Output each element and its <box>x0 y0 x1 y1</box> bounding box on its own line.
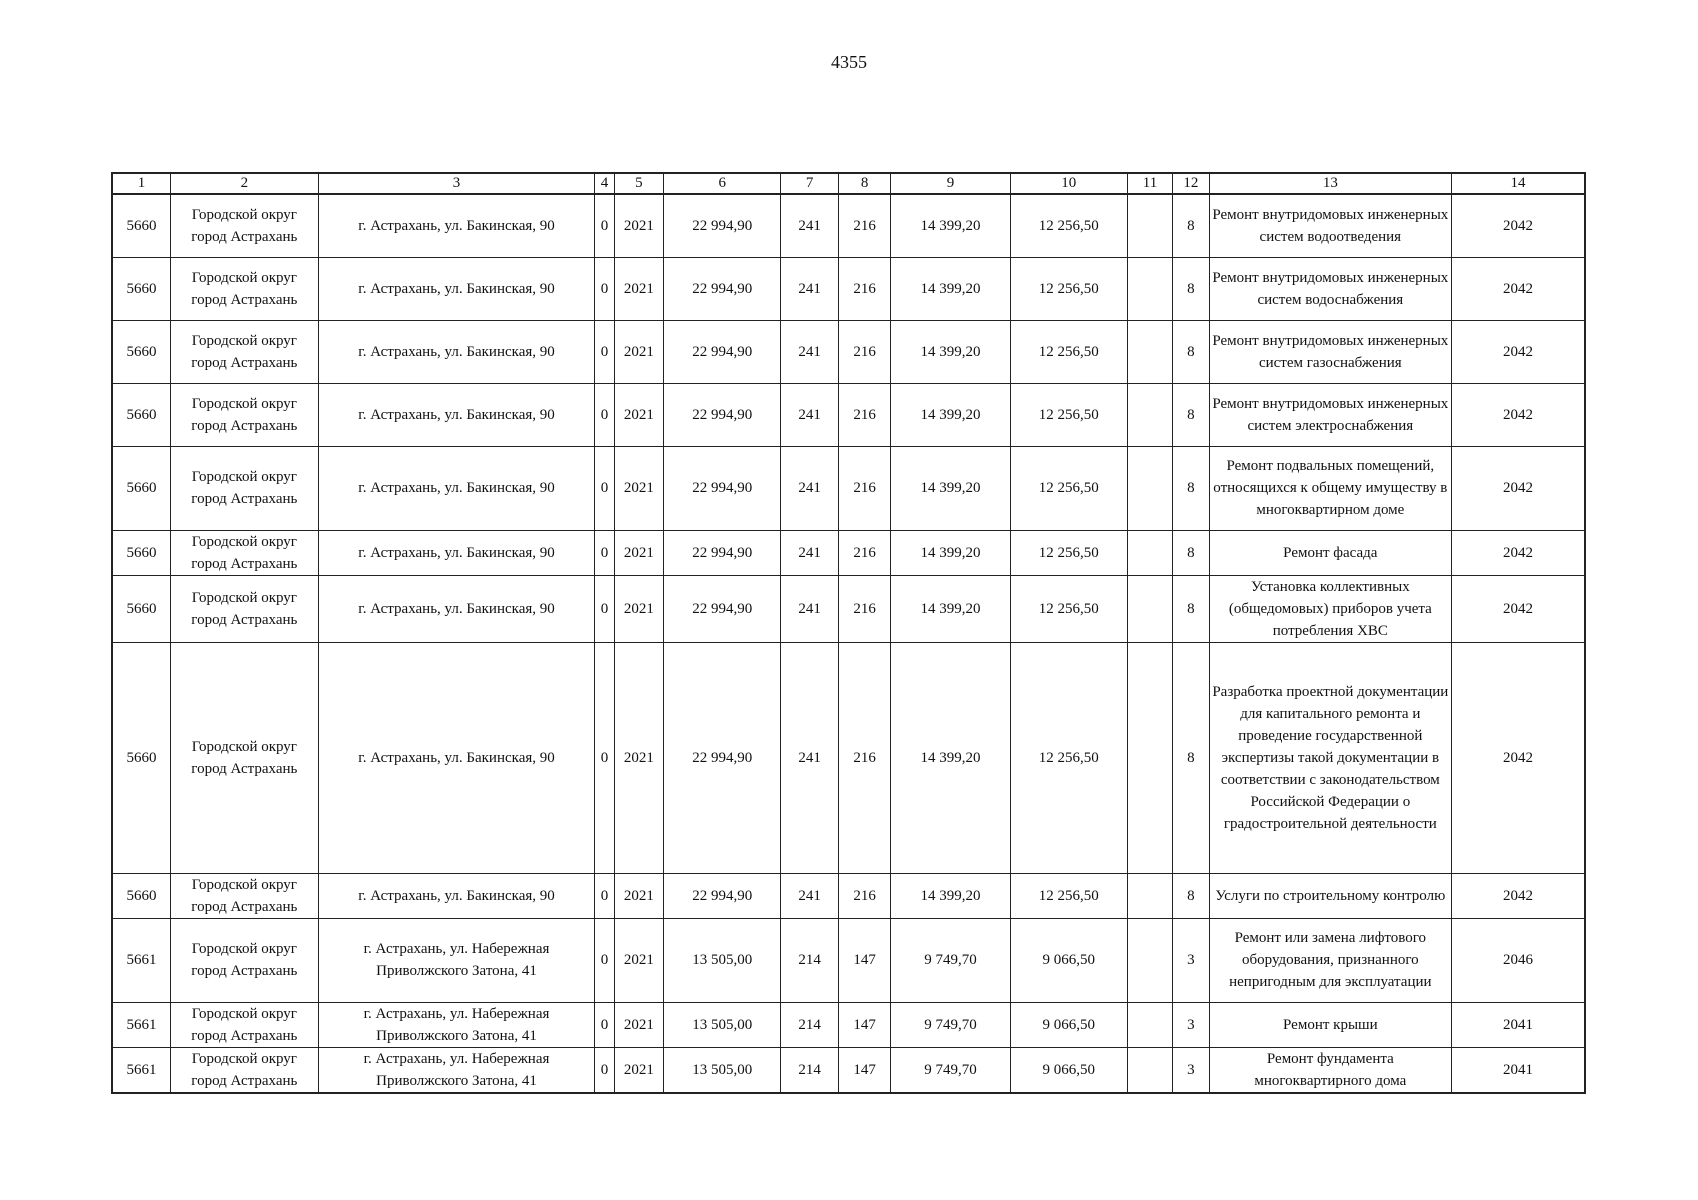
cell-col-6: 13 505,00 <box>664 1002 781 1047</box>
cell-col-13: Ремонт внутридомовых инженерных систем водоотведения <box>1209 194 1451 257</box>
cell-col-3: г. Астрахань, ул. Бакинская, 90 <box>318 642 595 873</box>
cell-col-10: 12 256,50 <box>1010 257 1127 320</box>
header-col-10: 10 <box>1010 173 1127 194</box>
cell-col-3: г. Астрахань, ул. Бакинская, 90 <box>318 194 595 257</box>
cell-col-14: 2042 <box>1452 642 1585 873</box>
cell-col-7: 241 <box>781 873 839 918</box>
cell-col-6: 13 505,00 <box>664 1047 781 1093</box>
cell-col-3: г. Астрахань, ул. Бакинская, 90 <box>318 257 595 320</box>
cell-col-10: 12 256,50 <box>1010 530 1127 575</box>
cell-col-10: 12 256,50 <box>1010 194 1127 257</box>
cell-col-7: 241 <box>781 575 839 642</box>
cell-col-9: 14 399,20 <box>891 194 1010 257</box>
header-col-6: 6 <box>664 173 781 194</box>
cell-col-6: 22 994,90 <box>664 642 781 873</box>
cell-col-4: 0 <box>595 320 614 383</box>
cell-col-7: 241 <box>781 320 839 383</box>
cell-col-11 <box>1127 575 1172 642</box>
cell-col-12: 3 <box>1173 1002 1209 1047</box>
cell-col-9: 9 749,70 <box>891 1002 1010 1047</box>
cell-col-9: 14 399,20 <box>891 873 1010 918</box>
cell-col-12: 3 <box>1173 1047 1209 1093</box>
cell-col-3: г. Астрахань, ул. Бакинская, 90 <box>318 530 595 575</box>
header-col-5: 5 <box>614 173 664 194</box>
header-col-14: 14 <box>1452 173 1585 194</box>
cell-col-4: 0 <box>595 642 614 873</box>
cell-col-10: 9 066,50 <box>1010 1047 1127 1093</box>
cell-col-3: г. Астрахань, ул. Набережная Приволжского Затона, 41 <box>318 918 595 1002</box>
cell-col-2: Городской округ город Астрахань <box>171 446 319 530</box>
cell-col-2: Городской округ город Астрахань <box>171 320 319 383</box>
cell-col-11 <box>1127 873 1172 918</box>
cell-col-9: 14 399,20 <box>891 383 1010 446</box>
cell-col-11 <box>1127 1002 1172 1047</box>
table-row <box>112 446 1585 530</box>
cell-col-2: Городской округ город Астрахань <box>171 642 319 873</box>
header-col-4: 4 <box>595 173 614 194</box>
cell-col-8: 147 <box>838 1002 891 1047</box>
cell-col-4: 0 <box>595 1002 614 1047</box>
cell-col-12: 8 <box>1173 194 1209 257</box>
cell-col-11 <box>1127 257 1172 320</box>
cell-col-1: 5661 <box>112 1047 171 1093</box>
cell-col-2: Городской округ город Астрахань <box>171 918 319 1002</box>
cell-col-2: Городской округ город Астрахань <box>171 194 319 257</box>
cell-col-5: 2021 <box>614 383 664 446</box>
cell-col-12: 8 <box>1173 575 1209 642</box>
cell-col-8: 216 <box>838 642 891 873</box>
capital-repair-table <box>111 172 1586 1094</box>
cell-col-1: 5660 <box>112 257 171 320</box>
header-col-8: 8 <box>838 173 891 194</box>
cell-col-6: 22 994,90 <box>664 575 781 642</box>
cell-col-13: Ремонт крыши <box>1209 1002 1451 1047</box>
cell-col-1: 5661 <box>112 1002 171 1047</box>
cell-col-1: 5660 <box>112 873 171 918</box>
cell-col-13: Ремонт подвальных помещений, относящихся к общему имуществу в многоквартирном доме <box>1209 446 1451 530</box>
cell-col-2: Городской округ город Астрахань <box>171 1047 319 1093</box>
cell-col-10: 12 256,50 <box>1010 383 1127 446</box>
cell-col-7: 241 <box>781 257 839 320</box>
cell-col-4: 0 <box>595 194 614 257</box>
cell-col-11 <box>1127 530 1172 575</box>
table-row <box>112 873 1585 918</box>
cell-col-8: 216 <box>838 873 891 918</box>
cell-col-4: 0 <box>595 383 614 446</box>
cell-col-4: 0 <box>595 446 614 530</box>
cell-col-8: 216 <box>838 194 891 257</box>
cell-col-11 <box>1127 320 1172 383</box>
cell-col-7: 241 <box>781 194 839 257</box>
cell-col-5: 2021 <box>614 530 664 575</box>
cell-col-3: г. Астрахань, ул. Бакинская, 90 <box>318 575 595 642</box>
cell-col-12: 8 <box>1173 257 1209 320</box>
cell-col-6: 22 994,90 <box>664 530 781 575</box>
cell-col-6: 22 994,90 <box>664 257 781 320</box>
cell-col-14: 2042 <box>1452 873 1585 918</box>
cell-col-12: 8 <box>1173 383 1209 446</box>
cell-col-6: 22 994,90 <box>664 873 781 918</box>
cell-col-3: г. Астрахань, ул. Набережная Приволжского Затона, 41 <box>318 1002 595 1047</box>
table-row <box>112 1047 1585 1093</box>
cell-col-6: 22 994,90 <box>664 446 781 530</box>
cell-col-9: 14 399,20 <box>891 642 1010 873</box>
cell-col-5: 2021 <box>614 575 664 642</box>
cell-col-8: 216 <box>838 320 891 383</box>
cell-col-3: г. Астрахань, ул. Бакинская, 90 <box>318 446 595 530</box>
cell-col-1: 5660 <box>112 446 171 530</box>
cell-col-7: 214 <box>781 1002 839 1047</box>
cell-col-9: 14 399,20 <box>891 530 1010 575</box>
cell-col-8: 147 <box>838 1047 891 1093</box>
cell-col-13: Ремонт фундамента многоквартирного дома <box>1209 1047 1451 1093</box>
cell-col-9: 14 399,20 <box>891 446 1010 530</box>
cell-col-7: 241 <box>781 530 839 575</box>
cell-col-6: 22 994,90 <box>664 194 781 257</box>
cell-col-14: 2041 <box>1452 1002 1585 1047</box>
cell-col-2: Городской округ город Астрахань <box>171 383 319 446</box>
cell-col-1: 5660 <box>112 530 171 575</box>
cell-col-2: Городской округ город Астрахань <box>171 1002 319 1047</box>
table-row <box>112 320 1585 383</box>
cell-col-10: 12 256,50 <box>1010 446 1127 530</box>
cell-col-3: г. Астрахань, ул. Набережная Приволжского Затона, 41 <box>318 1047 595 1093</box>
cell-col-8: 216 <box>838 446 891 530</box>
cell-col-11 <box>1127 383 1172 446</box>
cell-col-6: 22 994,90 <box>664 320 781 383</box>
cell-col-13: Ремонт внутридомовых инженерных систем электроснабжения <box>1209 383 1451 446</box>
table-row <box>112 530 1585 575</box>
header-col-9: 9 <box>891 173 1010 194</box>
cell-col-12: 8 <box>1173 530 1209 575</box>
cell-col-10: 9 066,50 <box>1010 1002 1127 1047</box>
table-row <box>112 1002 1585 1047</box>
cell-col-4: 0 <box>595 918 614 1002</box>
cell-col-14: 2046 <box>1452 918 1585 1002</box>
cell-col-2: Городской округ город Астрахань <box>171 873 319 918</box>
cell-col-10: 12 256,50 <box>1010 575 1127 642</box>
cell-col-9: 9 749,70 <box>891 1047 1010 1093</box>
cell-col-5: 2021 <box>614 918 664 1002</box>
cell-col-10: 12 256,50 <box>1010 320 1127 383</box>
cell-col-14: 2042 <box>1452 446 1585 530</box>
cell-col-6: 13 505,00 <box>664 918 781 1002</box>
cell-col-4: 0 <box>595 530 614 575</box>
cell-col-7: 214 <box>781 1047 839 1093</box>
cell-col-13: Установка коллективных (общедомовых) приборов учета потребления ХВС <box>1209 575 1451 642</box>
cell-col-12: 8 <box>1173 873 1209 918</box>
cell-col-7: 241 <box>781 383 839 446</box>
table-row <box>112 575 1585 642</box>
cell-col-5: 2021 <box>614 257 664 320</box>
table-row <box>112 383 1585 446</box>
cell-col-11 <box>1127 446 1172 530</box>
cell-col-5: 2021 <box>614 320 664 383</box>
cell-col-3: г. Астрахань, ул. Бакинская, 90 <box>318 873 595 918</box>
page-number: 4355 <box>831 52 867 72</box>
cell-col-14: 2042 <box>1452 383 1585 446</box>
table-row <box>112 257 1585 320</box>
cell-col-5: 2021 <box>614 1002 664 1047</box>
cell-col-4: 0 <box>595 1047 614 1093</box>
cell-col-1: 5660 <box>112 320 171 383</box>
cell-col-9: 14 399,20 <box>891 575 1010 642</box>
cell-col-13: Ремонт фасада <box>1209 530 1451 575</box>
cell-col-13: Ремонт внутридомовых инженерных систем газоснабжения <box>1209 320 1451 383</box>
cell-col-9: 9 749,70 <box>891 918 1010 1002</box>
cell-col-14: 2041 <box>1452 1047 1585 1093</box>
cell-col-2: Городской округ город Астрахань <box>171 530 319 575</box>
cell-col-7: 241 <box>781 642 839 873</box>
cell-col-9: 14 399,20 <box>891 320 1010 383</box>
cell-col-4: 0 <box>595 257 614 320</box>
cell-col-13: Услуги по строительному контролю <box>1209 873 1451 918</box>
cell-col-13: Ремонт внутридомовых инженерных систем водоснабжения <box>1209 257 1451 320</box>
cell-col-14: 2042 <box>1452 194 1585 257</box>
header-col-1: 1 <box>112 173 171 194</box>
cell-col-7: 241 <box>781 446 839 530</box>
cell-col-12: 8 <box>1173 642 1209 873</box>
header-col-11: 11 <box>1127 173 1172 194</box>
cell-col-13: Ремонт или замена лифтового оборудования, признанного непригодным для эксплуатации <box>1209 918 1451 1002</box>
table-row <box>112 642 1585 873</box>
header-row <box>112 173 1585 194</box>
cell-col-5: 2021 <box>614 873 664 918</box>
cell-col-3: г. Астрахань, ул. Бакинская, 90 <box>318 320 595 383</box>
table-row <box>112 194 1585 257</box>
cell-col-12: 8 <box>1173 446 1209 530</box>
cell-col-14: 2042 <box>1452 320 1585 383</box>
cell-col-12: 3 <box>1173 918 1209 1002</box>
cell-col-10: 9 066,50 <box>1010 918 1127 1002</box>
cell-col-2: Городской округ город Астрахань <box>171 575 319 642</box>
header-col-12: 12 <box>1173 173 1209 194</box>
header-col-13: 13 <box>1209 173 1451 194</box>
cell-col-5: 2021 <box>614 1047 664 1093</box>
cell-col-1: 5660 <box>112 383 171 446</box>
cell-col-10: 12 256,50 <box>1010 642 1127 873</box>
cell-col-14: 2042 <box>1452 575 1585 642</box>
cell-col-1: 5660 <box>112 194 171 257</box>
cell-col-6: 22 994,90 <box>664 383 781 446</box>
cell-col-14: 2042 <box>1452 530 1585 575</box>
cell-col-11 <box>1127 194 1172 257</box>
cell-col-11 <box>1127 642 1172 873</box>
cell-col-1: 5660 <box>112 642 171 873</box>
cell-col-9: 14 399,20 <box>891 257 1010 320</box>
cell-col-1: 5660 <box>112 575 171 642</box>
cell-col-8: 216 <box>838 257 891 320</box>
cell-col-2: Городской округ город Астрахань <box>171 257 319 320</box>
cell-col-14: 2042 <box>1452 257 1585 320</box>
header-col-7: 7 <box>781 173 839 194</box>
cell-col-3: г. Астрахань, ул. Бакинская, 90 <box>318 383 595 446</box>
cell-col-11 <box>1127 1047 1172 1093</box>
table-row <box>112 918 1585 1002</box>
cell-col-5: 2021 <box>614 642 664 873</box>
cell-col-4: 0 <box>595 873 614 918</box>
cell-col-8: 216 <box>838 383 891 446</box>
cell-col-12: 8 <box>1173 320 1209 383</box>
cell-col-4: 0 <box>595 575 614 642</box>
cell-col-10: 12 256,50 <box>1010 873 1127 918</box>
cell-col-13: Разработка проектной документации для капитального ремонта и проведение государственной экспертизы такой документации в соответствии с законодательством Российской Федерации о градостроительной деятельности <box>1209 642 1451 873</box>
cell-col-5: 2021 <box>614 194 664 257</box>
cell-col-8: 216 <box>838 575 891 642</box>
cell-col-5: 2021 <box>614 446 664 530</box>
header-col-2: 2 <box>171 173 319 194</box>
cell-col-1: 5661 <box>112 918 171 1002</box>
cell-col-8: 147 <box>838 918 891 1002</box>
cell-col-11 <box>1127 918 1172 1002</box>
header-col-3: 3 <box>318 173 595 194</box>
cell-col-7: 214 <box>781 918 839 1002</box>
cell-col-8: 216 <box>838 530 891 575</box>
